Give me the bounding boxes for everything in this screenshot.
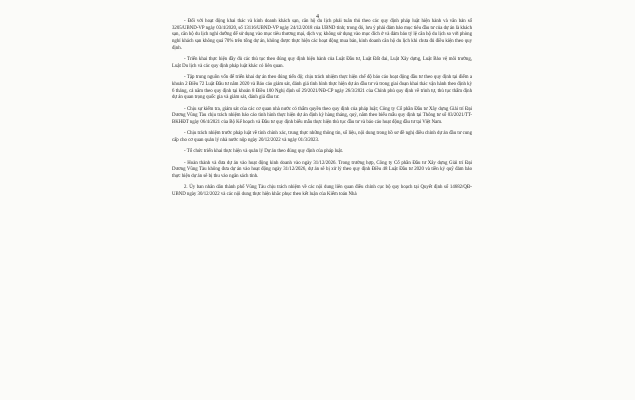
paragraph-management: - Tổ chức triển khai thực hiện và quản lý Dự án theo đúng quy định của pháp luật. — [184, 149, 344, 155]
paragraph-city-committee: 2. Ủy ban nhân dân thành phố Vũng Tàu chịu trách nhiệm về các nội dung liên quan điều chỉnh cục bộ quy hoạch tại Quyết định số 14682/QĐ-UBND ngày 30/12/2022 và các nội dung thực hiện khắc phục theo kết luận của Kiểm toán Nhà — [172, 185, 472, 197]
paragraph-hotel-operation: - Đối với hoạt động khai thác và kinh doanh khách sạn, căn hộ du lịch phải tuân thủ theo các quy định pháp luật hiện hành và văn bản số 3205/UBND-VP ngày 03/4/2020, số 13116/UBND-VP ngày 24/12/2018 của UBND tỉnh; trong đó, lưu ý phải đảm bảo mục tiêu đầu tư của dự án là khách sạn, căn hộ du lịch nghỉ dưỡng để sử dụng vào mục tiêu thương mại, dịch vụ; không sử dụng vào mục đích ở và đảm bảo tỷ lệ căn hộ du lịch so với phòng nghỉ khách sạn không quá 70% trên tổng dự án, không được thực hiện các hoạt động mua bán, kinh doanh căn hộ du lịch khi chưa đủ điều kiện theo quy định. — [172, 19, 472, 51]
paragraph-procedures: - Triển khai thực hiện đầy đủ các thủ tục theo đúng quy định hiện hành của Luật Đầu tư, Luật Đất đai, Luật Xây dựng, Luật Bảo vệ môi trường, Luật Du lịch và các quy định pháp luật khác có liên quan. — [172, 57, 472, 69]
paragraph-completion: - Hoàn thành và đưa dự án vào hoạt động kinh doanh vào ngày 31/12/2026. Trong trường hợp, Công ty Cổ phần Đầu tư Xây dựng Giải trí Đại Dương Vũng Tàu không đưa dự án vào hoạt động ngày 31/12/2026, dự án sẽ bị xử lý theo quy định Điều 48 Luật Đầu tư 2020 và tiền ký quỹ đảm bảo thực hiện dự án sẽ bị thu vào ngân sách tỉnh. — [172, 160, 472, 179]
page-number: 4 — [316, 14, 319, 20]
paragraph-capital-reporting: - Tập trung nguồn vốn để triển khai dự án theo đúng tiến độ; chịu trách nhiệm thực hiện chế độ báo cáo hoạt động đầu tư theo quy định tại điểm a khoản 2 Điều 72 Luật Đầu tư năm 2020 và Báo cáo giám sát, đánh giá tình hình thực hiện dự án đầu tư và trong giai đoạn khai thác vận hành theo định kỳ 6 tháng, cả năm theo quy định tại khoản 8 Điều 100 Nghị định số 29/2021/NĐ-CP ngày 26/3/2021 của Chính phủ quy định về trình tự, thủ tục thẩm định dự án quan trọng quốc gia và giám sát, đánh giá đầu tư. — [172, 75, 472, 101]
document-body — [172, 19, 472, 199]
paragraph-responsibility: - Chịu trách nhiệm trước pháp luật về tính chính xác, trung thực những thông tin, số liệu, nội dung trong hồ sơ đề nghị điều chỉnh dự án đầu tư cung cấp cho cơ quan quản lý nhà nước nộp ngày 20/12/2022 và ngày 01/3/2023. — [172, 131, 472, 143]
paragraph-inspection: - Chịu sự kiểm tra, giám sát của các cơ quan nhà nước có thẩm quyền theo quy định của pháp luật; Công ty Cổ phần Đầu tư Xây dựng Giải trí Đại Dương Vũng Tàu chịu trách nhiệm báo cáo tình hình thực hiện dự án định kỳ hàng tháng, quý, năm theo biểu mẫu quy định tại Thông tư số 03/2021/TT-BKHĐT ngày 06/4/2021 của Bộ Kế hoạch và Đầu tư quy định biểu mẫu thực hiện thủ tục đầu tư và báo cáo hoạt động đầu tư tại Việt Nam. — [172, 106, 472, 125]
